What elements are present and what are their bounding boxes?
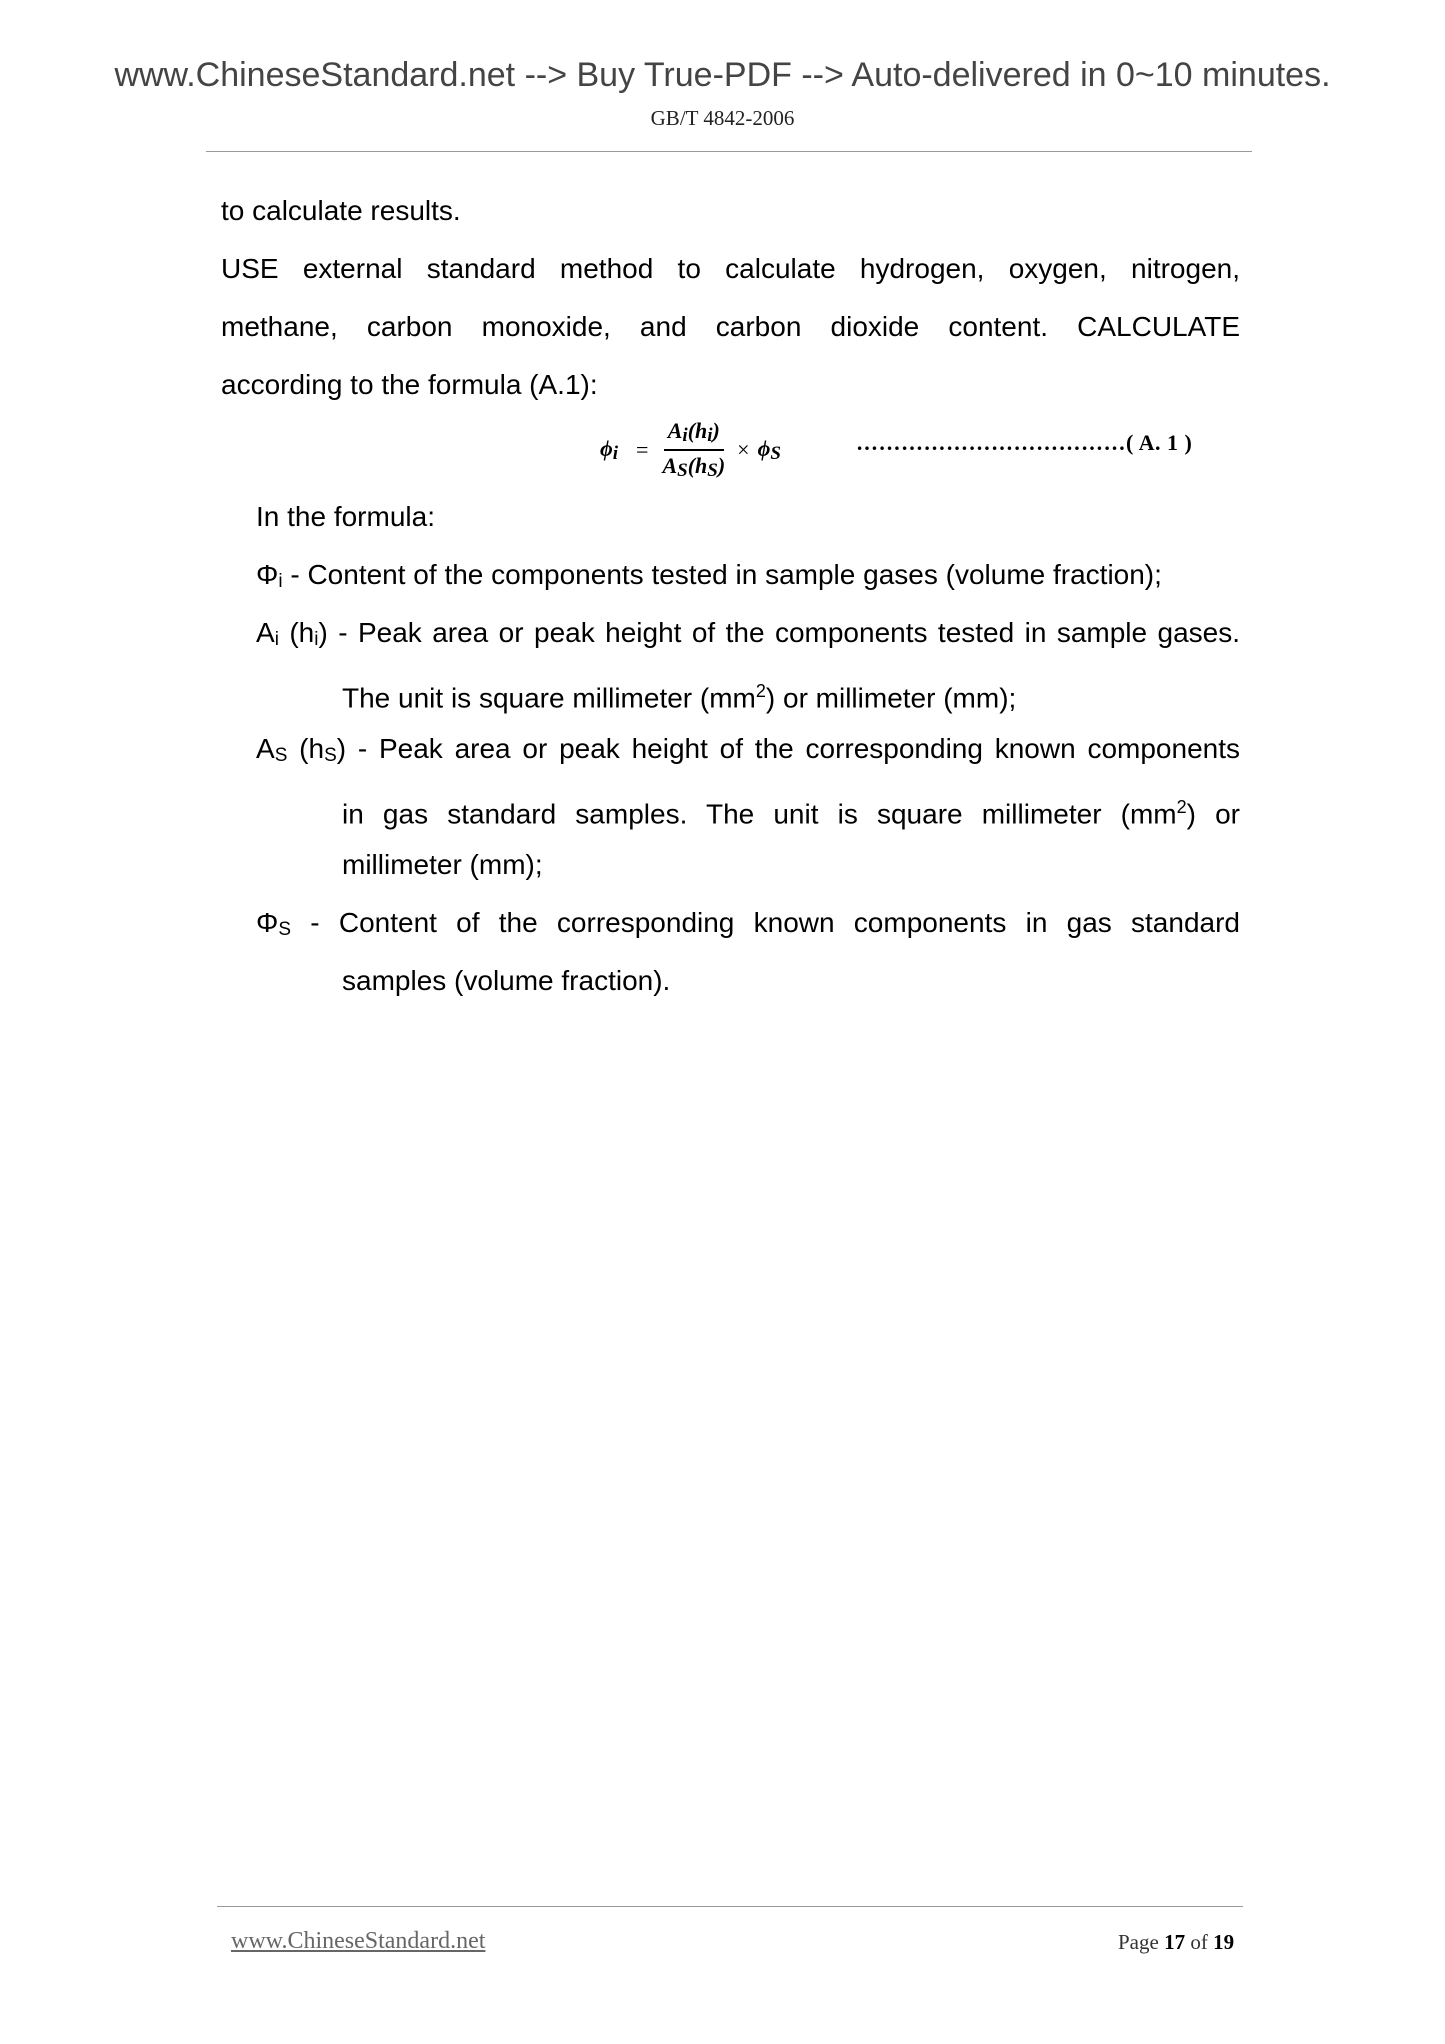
- footer-divider: [217, 1906, 1243, 1907]
- formula-fraction: [658, 418, 729, 482]
- body-paragraph-1: [221, 182, 1240, 240]
- page-number: Page 17 of 19: [1118, 1930, 1235, 1954]
- definition-a-i: $A_i$ $(h_i)$ - Peak area or peak height of the components tested in sample gases. The unit is square millimeter $(mm^2)$ or millimeter (mm);: [256, 617, 1240, 714]
- header-divider: [206, 151, 1252, 152]
- symbol-a: A: [256, 733, 275, 764]
- standard-code-header: GB/T 4842-2006: [650, 106, 795, 130]
- footer-site-link[interactable]: www.ChineseStandard.net: [231, 1928, 486, 1954]
- total-pages: 19: [1213, 1930, 1235, 1954]
- definition-text: - Content of the corresponding known components in gas standard: [291, 907, 1240, 938]
- formula-denominator: $A_S(h_S)$: [662, 453, 726, 481]
- symbol-phi: Φ: [256, 559, 279, 590]
- formula-equals: =: [636, 437, 649, 462]
- definition-phi-i: $\Phi_i$ - Content of the components tested in sample gases (volume fraction);: [256, 559, 1162, 592]
- definitions-intro-text: In the formula:: [256, 501, 435, 532]
- body-line: to calculate results.: [221, 195, 461, 226]
- current-page: 17: [1164, 1930, 1186, 1954]
- top-banner-link[interactable]: www.ChineseStandard.net --> Buy True-PDF --> Auto-delivered in 0~10 minutes.: [114, 56, 1331, 94]
- body-line: methane, carbon monoxide, and carbon dioxide content. CALCULATE: [221, 311, 1240, 342]
- definition-a-s: $A_S$ $(h_S)$ - Peak area or peak height of the corresponding known components in gas standard samples. The unit is square millimeter $(mm^2)$ or millimeter (mm);: [256, 733, 1240, 880]
- body-line: USE external standard method to calculate hydrogen, oxygen, nitrogen,: [221, 253, 1240, 284]
- definition-text: ) - Peak area or peak height of the corresponding known components: [336, 733, 1240, 764]
- formula-numerator: $A_i(h_i)$: [664, 418, 724, 451]
- definitions-intro: [256, 488, 1240, 546]
- formula-lhs: $\phi_i$: [600, 435, 619, 464]
- symbol-a: A: [256, 617, 275, 648]
- body-line: according to the formula (A.1):: [221, 369, 598, 400]
- definition-text: ) - Peak area or peak height of the components tested in sample gases.: [318, 617, 1240, 648]
- formula-times: ×: [737, 437, 750, 462]
- definition-phi-s: $\Phi_S$ - Content of the corresponding known components in gas standard samples (volume fraction).: [256, 907, 1240, 996]
- formula-number: ………………………………( A. 1 ): [856, 430, 1193, 455]
- formula-a1: [600, 418, 789, 482]
- formula-rhs: $\phi_S$: [757, 435, 781, 464]
- definition-text: - Content of the components tested in sample gases (volume fraction);: [282, 559, 1162, 590]
- symbol-phi: Φ: [256, 907, 279, 938]
- body-paragraph-2: [221, 240, 1240, 414]
